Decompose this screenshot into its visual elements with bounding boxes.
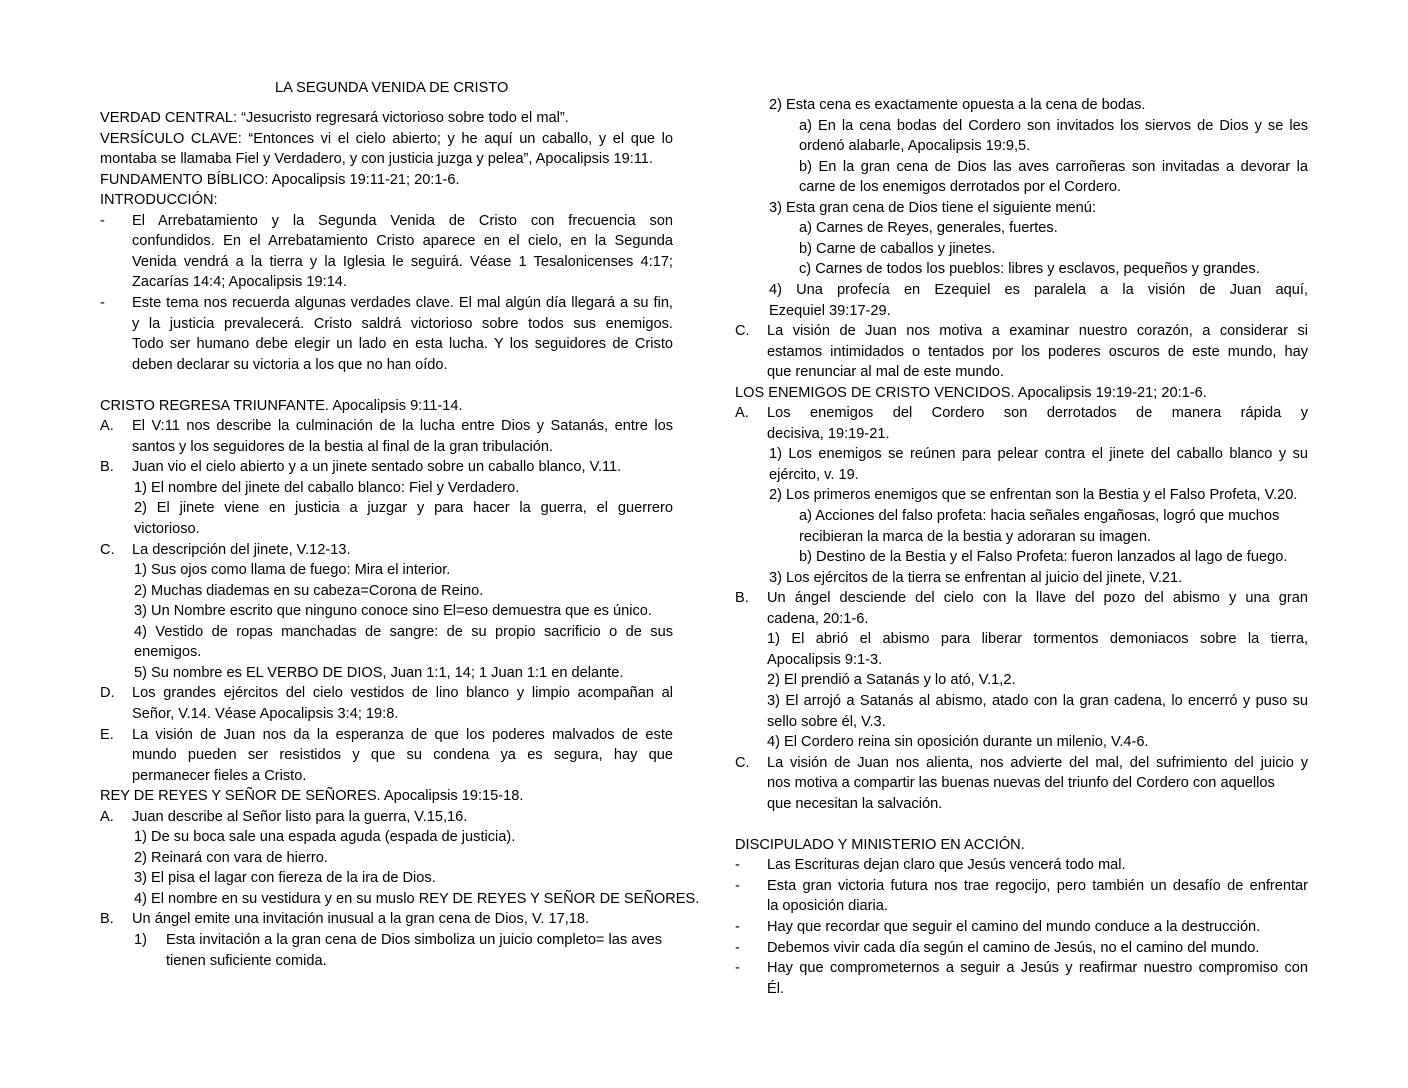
line-text: 4) El Cordero reina sin oposición durante un milenio, V.4-6. xyxy=(767,734,1149,751)
line-text: 2) El jinete viene en justicia a juzgar y para hacer la guerra, el guerrero xyxy=(134,500,673,517)
line-text: El Arrebatamiento y la Segunda Venida de Cristo con frecuencia son xyxy=(132,212,673,229)
line-text: CRISTO REGRESA TRIUNFANTE. Apocalipsis 9:11-14. xyxy=(100,397,463,414)
line-text: 3) Esta gran cena de Dios tiene el siguiente menú: xyxy=(769,199,1096,216)
line-text: 3) Los ejércitos de la tierra se enfrentan al juicio del jinete, V.21. xyxy=(769,569,1183,586)
line-text: Hay que recordar que seguir el camino del mundo conduce a la destrucción. xyxy=(767,919,1261,935)
list-marker: C. xyxy=(100,541,115,558)
line-text: FUNDAMENTO BÍBLICO: Apocalipsis 19:11-21; 20:1-6. xyxy=(100,171,460,188)
line-text: ejército, v. 19. xyxy=(769,466,859,483)
line-text: Un ángel emite una invitación inusual a la gran cena de Dios, V. 17,18. xyxy=(132,911,590,928)
line-text: VERDAD CENTRAL: “Jesucristo regresará victorioso sobre todo el mal”. xyxy=(100,110,569,126)
line-text: 2) Muchas diademas en su cabeza=Corona de Reino. xyxy=(134,582,484,599)
line-text: carne de los enemigos derrotados por el Cordero. xyxy=(799,179,1122,196)
line-text: La visión de Juan nos da la esperanza de que los poderes malvados de este xyxy=(132,726,673,743)
list-marker: - xyxy=(735,919,740,935)
line-text: tienen suficiente comida. xyxy=(166,952,327,969)
list-marker: A. xyxy=(735,405,749,422)
list-marker: D. xyxy=(100,685,115,702)
line-text: recibieran la marca de la bestia y adoraran su imagen. xyxy=(799,528,1152,545)
line-text: 2) Los primeros enemigos que se enfrentan son la Bestia y el Falso Profeta, V.20. xyxy=(769,487,1298,504)
line-text: Los enemigos del Cordero son derrotados de manera rápida y xyxy=(767,405,1308,422)
list-marker: - xyxy=(100,294,105,311)
line-text: la oposición diaria. xyxy=(767,898,888,915)
line-text: Debemos vivir cada día según el camino de Jesús, no el camino del mundo. xyxy=(767,939,1260,956)
line-text: santos y los seguidores de la bestia al final de la gran tribulación. xyxy=(132,438,554,455)
line-text: Juan vio el cielo abierto y a un jinete sentado sobre un caballo blanco, V.11. xyxy=(132,459,622,476)
line-text: Venida vendrá a la tierra y la Iglesia le seguirá. Véase 1 Tesalonicenses 4:17; xyxy=(132,253,673,270)
line-text: 1) El nombre del jinete del caballo blanco: Fiel y Verdadero. xyxy=(134,479,520,496)
line-text: ordenó alabarle, Apocalipsis 19:9,5. xyxy=(799,138,1031,155)
line-text: Las Escrituras dejan claro que Jesús vencerá todo mal. xyxy=(767,857,1126,874)
list-marker: - xyxy=(735,857,740,874)
line-text: 2) Reinará con vara de hierro. xyxy=(134,849,328,866)
line-text: Esta invitación a la gran cena de Dios simboliza un juicio completo= las aves xyxy=(166,932,663,948)
line-text: cadena, 20:1-6. xyxy=(767,610,869,627)
line-text: Hay que comprometernos a seguir a Jesús y reafirmar nuestro compromiso con xyxy=(767,960,1308,977)
line-text: 3) El pisa el lagar con fiereza de la ira de Dios. xyxy=(134,870,436,887)
line-text: mundo pueden ser resistidos y que su condena ya es segura, hay que xyxy=(132,747,673,764)
list-marker: - xyxy=(735,939,740,956)
line-text: decisiva, 19:19-21. xyxy=(767,425,890,442)
line-text: INTRODUCCIÓN: xyxy=(100,192,218,209)
line-text: que necesitan la salvación. xyxy=(767,795,943,812)
line-text: LOS ENEMIGOS DE CRISTO VENCIDOS. Apocalipsis 19:19-21; 20:1-6. xyxy=(735,384,1207,401)
line-text: deben declarar su victoria a los que no han oído. xyxy=(132,356,448,373)
list-marker: B. xyxy=(100,459,114,476)
list-marker: 1) xyxy=(134,932,147,948)
line-text: REY DE REYES Y SEÑOR DE SEÑORES. Apocalipsis 19:15-18. xyxy=(100,788,524,805)
line-text: nos motiva a compartir las buenas nuevas del triunfo del Cordero con aquellos xyxy=(767,775,1275,792)
line-text: Un ángel desciende del cielo con la llave del pozo del abismo y una gran xyxy=(767,590,1308,607)
line-text: Juan describe al Señor listo para la guerra, V.15,16. xyxy=(132,808,468,825)
line-text: 3) Un Nombre escrito que ninguno conoce sino El=eso demuestra que es único. xyxy=(134,603,652,620)
line-text: 1) El abrió el abismo para liberar tormentos demoniacos sobre la tierra, xyxy=(767,631,1308,648)
list-marker: A. xyxy=(100,418,114,435)
line-text: Apocalipsis 9:1-3. xyxy=(767,651,883,668)
line-text: y la justicia prevalecerá. Cristo saldrá victorioso sobre todos sus enemigos. xyxy=(132,315,673,332)
line-text: enemigos. xyxy=(134,644,202,661)
list-marker: B. xyxy=(100,911,114,928)
list-marker: - xyxy=(735,960,740,977)
line-text: La visión de Juan nos alienta, nos advierte del mal, del sufrimiento del juicio y xyxy=(767,754,1308,771)
list-marker: C. xyxy=(735,754,750,771)
line-text: estamos intimidados o tentados por los poderes oscuros de este mundo, hay xyxy=(767,343,1308,360)
page-title: LA SEGUNDA VENIDA DE CRISTO xyxy=(275,80,509,96)
list-marker: B. xyxy=(735,590,749,607)
line-text: Los grandes ejércitos del cielo vestidos de lino blanco y limpio acompañan al xyxy=(132,685,673,702)
line-text: 5) Su nombre es EL VERBO DE DIOS, Juan 1:1, 14; 1 Juan 1:1 en delante. xyxy=(134,664,624,681)
line-text: confundidos. En el Arrebatamiento Cristo aparece en el cielo, en la Segunda xyxy=(132,233,673,250)
line-text: a) Carnes de Reyes, generales, fuertes. xyxy=(799,220,1058,237)
line-text: a) En la cena bodas del Cordero son invitados los siervos de Dios y se les xyxy=(799,117,1308,134)
line-text: 4) Vestido de ropas manchadas de sangre: de su propio sacrificio o de sus xyxy=(134,623,673,640)
line-text: montaba se llamaba Fiel y Verdadero, y con justicia juzga y pelea”, Apocalipsis 19:11. xyxy=(100,151,653,168)
list-marker: A. xyxy=(100,808,114,825)
line-text: c) Carnes de todos los pueblos: libres y esclavos, pequeños y grandes. xyxy=(799,261,1260,278)
line-text: b) En la gran cena de Dios las aves carroñeras son invitadas a devorar la xyxy=(799,158,1308,175)
line-text: 2) El prendió a Satanás y lo ató, V.1,2. xyxy=(767,672,1016,689)
line-text: 4) Una profecía en Ezequiel es paralela a la visión de Juan aquí, xyxy=(769,281,1308,298)
line-text: b) Destino de la Bestia y el Falso Profeta: fueron lanzados al lago de fuego. xyxy=(799,549,1288,566)
list-marker: - xyxy=(100,212,105,229)
line-text: Señor, V.14. Véase Apocalipsis 3:4; 19:8. xyxy=(132,705,399,722)
line-text: permanecer fieles a Cristo. xyxy=(132,767,307,784)
line-text: que renunciar al mal de este mundo. xyxy=(767,364,1004,381)
line-text: 4) El nombre en su vestidura y en su muslo REY DE REYES Y SEÑOR DE SEÑORES. xyxy=(134,890,700,907)
line-text: 3) El arrojó a Satanás al abismo, atado con la gran cadena, lo encerró y puso su xyxy=(767,692,1308,709)
line-text: La visión de Juan nos motiva a examinar nuestro corazón, a considerar si xyxy=(767,323,1308,340)
line-text: victorioso. xyxy=(134,521,200,537)
line-text: 1) Sus ojos como llama de fuego: Mira el interior. xyxy=(134,562,451,579)
line-text: La descripción del jinete, V.12-13. xyxy=(132,541,351,558)
line-text: DISCIPULADO Y MINISTERIO EN ACCIÓN. xyxy=(735,836,1025,853)
line-text: b) Carne de caballos y jinetes. xyxy=(799,240,996,257)
line-text: Él. xyxy=(767,980,785,997)
line-text: Todo ser humano debe elegir un lado en esta lucha. Y los seguidores de Cristo xyxy=(132,336,673,353)
line-text: VERSÍCULO CLAVE: “Entonces vi el cielo abierto; y he aquí un caballo, y el que lo xyxy=(100,130,673,147)
line-text: a) Acciones del falso profeta: hacia señales engañosas, logró que muchos xyxy=(799,508,1280,524)
line-text: Ezequiel 39:17-29. xyxy=(769,302,891,319)
line-text: 1) Los enemigos se reúnen para pelear contra el jinete del caballo blanco y su xyxy=(769,446,1308,463)
list-marker: C. xyxy=(735,323,750,340)
line-text: El V:11 nos describe la culminación de la lucha entre Dios y Satanás, entre los xyxy=(132,418,673,435)
list-marker: - xyxy=(735,877,740,894)
line-text: sello sobre él, V.3. xyxy=(767,713,886,730)
line-text: Esta gran victoria futura nos trae regocijo, pero también un desafío de enfrentar xyxy=(767,877,1308,894)
line-text: Este tema nos recuerda algunas verdades clave. El mal algún día llegará a su fin, xyxy=(132,294,673,311)
list-marker: E. xyxy=(100,726,114,743)
line-text: 2) Esta cena es exactamente opuesta a la cena de bodas. xyxy=(769,97,1146,113)
line-text: 1) De su boca sale una espada aguda (espada de justicia). xyxy=(134,829,516,846)
line-text: Zacarías 14:4; Apocalipsis 19:14. xyxy=(132,274,347,291)
